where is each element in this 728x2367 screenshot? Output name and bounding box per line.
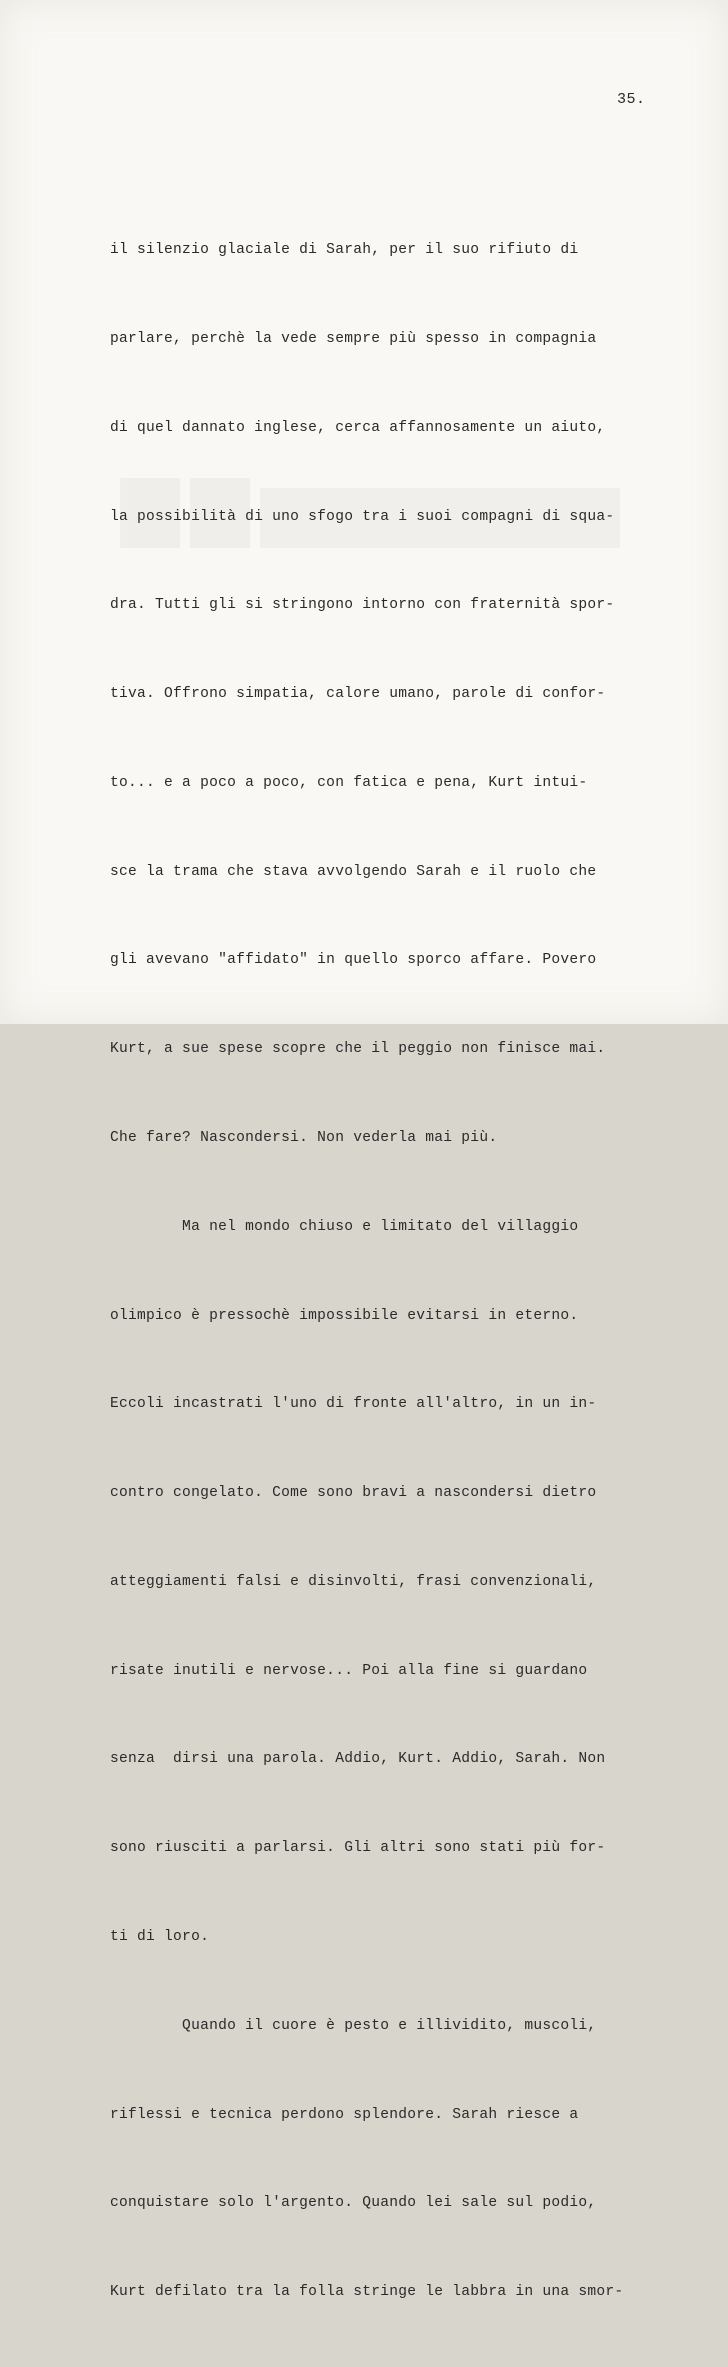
text-line: Ma nel mondo chiuso e limitato del villaggio bbox=[110, 1218, 579, 1235]
text-line: la possibilità di uno sfogo tra i suoi compagni di squa- bbox=[110, 508, 615, 525]
text-line: parlare, perchè la vede sempre più spesso in compagnia bbox=[110, 330, 597, 347]
text-line: to... e a poco a poco, con fatica e pena, Kurt intui- bbox=[110, 774, 588, 791]
text-line: ti di loro. bbox=[110, 1929, 210, 1946]
text-line: tiva. Offrono simpatia, calore umano, parole di confor- bbox=[110, 686, 606, 703]
text-line: senza dirsi una parola. Addio, Kurt. Addio, Sarah. Non bbox=[110, 1751, 606, 1768]
text-line: risate inutili e nervose... Poi alla fine si guardano bbox=[110, 1662, 588, 1679]
text-line: atteggiamenti falsi e disinvolti, frasi convenzionali, bbox=[110, 1573, 597, 1590]
text-line: olimpico è pressochè impossibile evitarsi in eterno. bbox=[110, 1307, 579, 1324]
text-line: di quel dannato inglese, cerca affannosamente un aiuto, bbox=[110, 419, 606, 436]
text-line: Quando il cuore è pesto e illividito, muscoli, bbox=[110, 2017, 597, 2034]
typewritten-text bbox=[110, 177, 630, 2367]
text-line: Kurt, a sue spese scopre che il peggio non finisce mai. bbox=[110, 1041, 606, 1058]
text-line: gli avevano "affidato" in quello sporco affare. Povero bbox=[110, 952, 597, 969]
text-line: Che fare? Nascondersi. Non vederla mai più. bbox=[110, 1130, 498, 1146]
text-line: sono riusciti a parlarsi. Gli altri sono stati più for- bbox=[110, 1840, 606, 1857]
text-line: Kurt defilato tra la folla stringe le labbra in una smor- bbox=[110, 2284, 624, 2301]
text-line: contro congelato. Come sono bravi a nascondersi dietro bbox=[110, 1485, 597, 1502]
text-line: il silenzio glaciale di Sarah, per il suo rifiuto di bbox=[110, 242, 579, 259]
text-line: Eccoli incastrati l'uno di fronte all'altro, in un in- bbox=[110, 1396, 597, 1413]
text-line: riflessi e tecnica perdono splendore. Sarah riesce a bbox=[110, 2106, 579, 2123]
page-number: 35. bbox=[617, 91, 646, 108]
text-line: dra. Tutti gli si stringono intorno con fraternità spor- bbox=[110, 597, 615, 614]
text-line: conquistare solo l'argento. Quando lei sale sul podio, bbox=[110, 2195, 597, 2212]
text-line: sce la trama che stava avvolgendo Sarah e il ruolo che bbox=[110, 863, 597, 880]
